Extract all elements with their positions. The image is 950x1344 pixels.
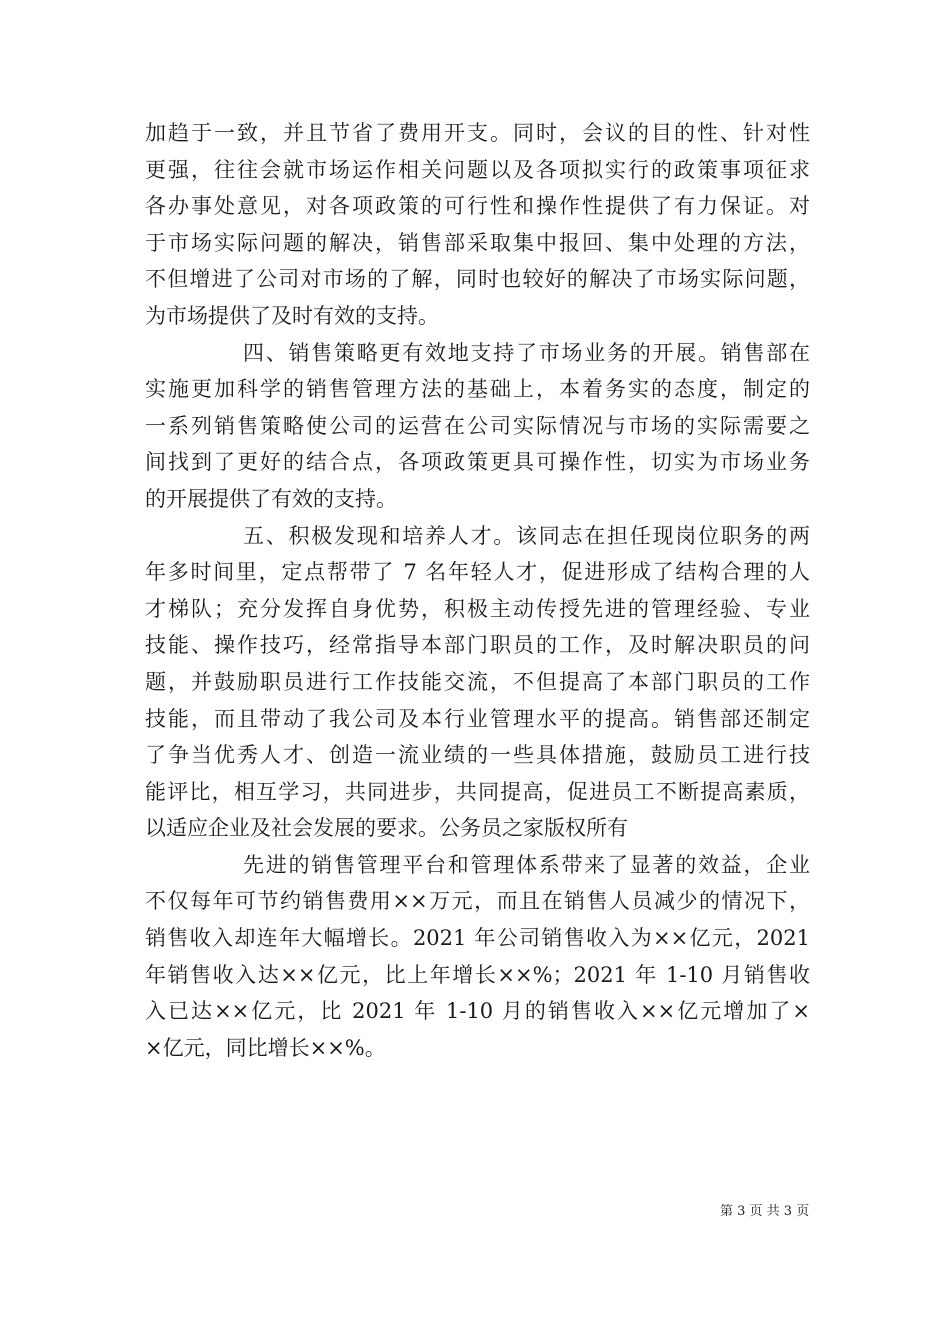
text-line: 题，并鼓励职员进行工作技能交流，不但提高了本部门职员的工作	[145, 669, 810, 694]
text-line: ×亿元，同比增长××%。	[145, 1035, 386, 1060]
text-line: 实施更加科学的销售管理方法的基础上，本着务实的态度，制定的	[145, 377, 810, 402]
text-line: 各办事处意见，对各项政策的可行性和操作性提供了有力保证。对	[145, 194, 810, 219]
text-line: 入已达××亿元，比 2021 年 1-10 月的销售收入××亿元增加了×	[145, 999, 810, 1024]
document-body	[145, 115, 810, 1066]
text-line: 年多时间里，定点帮带了 7 名年轻人才，促进形成了结构合理的人	[145, 560, 810, 585]
text-line: 才梯队；充分发挥自身优势，积极主动传授先进的管理经验、专业	[145, 596, 810, 621]
text-line: 以适应企业及社会发展的要求。公务员之家版权所有	[145, 816, 628, 841]
text-line: 技能，而且带动了我公司及本行业管理水平的提高。销售部还制定	[145, 706, 810, 731]
text-line: 技能、操作技巧，经常指导本部门职员的工作，及时解决职员的问	[145, 633, 810, 658]
text-line: 一系列销售策略使公司的运营在公司实际情况与市场的实际需要之	[145, 413, 810, 438]
text-line: 了争当优秀人才、创造一流业绩的一些具体措施，鼓励员工进行技	[145, 743, 810, 768]
text-line: 销售收入却连年大幅增长。2021 年公司销售收入为××亿元，2021	[145, 926, 810, 951]
text-line: 五、积极发现和培养人才。该同志在担任现岗位职务的两	[243, 523, 810, 548]
text-line: 更强，往往会就市场运作相关问题以及各项拟实行的政策事项征求	[145, 157, 810, 182]
text-line: 不仅每年可节约销售费用××万元，而且在销售人员减少的情况下，	[145, 889, 810, 914]
text-line: 先进的销售管理平台和管理体系带来了显著的效益，企业	[243, 852, 810, 877]
text-line: 四、销售策略更有效地支持了市场业务的开展。销售部在	[243, 340, 810, 365]
text-line: 加趋于一致，并且节省了费用开支。同时，会议的目的性、针对性	[145, 121, 810, 145]
text-line: 间找到了更好的结合点，各项政策更具可操作性，切实为市场业务	[145, 450, 810, 475]
text-line: 年销售收入达××亿元，比上年增长××%；2021 年 1-10 月销售收	[145, 962, 810, 987]
text-line: 不但增进了公司对市场的了解，同时也较好的解决了市场实际问题，	[145, 267, 810, 292]
page-number-footer: 第 3 页 共 3 页	[720, 1204, 810, 1219]
text-line: 为市场提供了及时有效的支持。	[145, 303, 439, 328]
text-line: 的开展提供了有效的支持。	[145, 486, 397, 511]
text-line: 能评比，相互学习，共同进步，共同提高，促进员工不断提高素质，	[145, 779, 810, 804]
text-line: 于市场实际问题的解决，销售部采取集中报回、集中处理的方法，	[145, 230, 810, 255]
